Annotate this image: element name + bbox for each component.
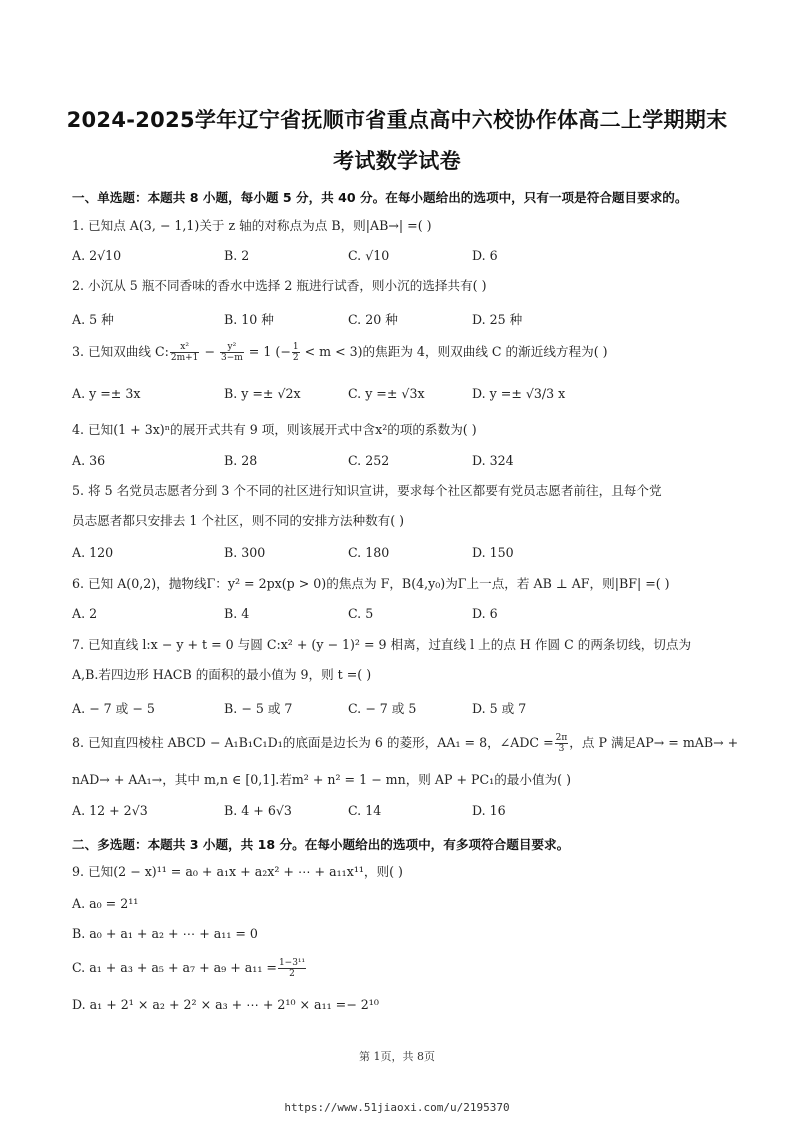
q2-option-a: A. 5 种 bbox=[72, 312, 114, 327]
q3-stem-pre: 3. 已知双曲线 C: bbox=[72, 344, 169, 359]
q3-fraction-half bbox=[292, 342, 300, 363]
question-3-stem bbox=[72, 342, 740, 363]
question-7-stem-line1: 7. 已知直线 l:x − y + t = 0 与圆 C:x² + (y − 1)² = 9 相离，过直线 l 上的点 H 作圆 C 的两条切线，切点为 bbox=[72, 637, 692, 652]
q5-option-c: C. 180 bbox=[348, 545, 390, 560]
q3-option-a: A. y =± 3x bbox=[72, 386, 141, 401]
q7-option-d: D. 5 或 7 bbox=[472, 701, 527, 716]
q2-option-b: B. 10 种 bbox=[224, 312, 274, 327]
q3-stem-mid2: = 1 (− bbox=[244, 344, 291, 359]
q7-option-c: C. − 7 或 5 bbox=[348, 701, 417, 716]
q3-fraction-y bbox=[220, 342, 244, 363]
q8-fraction-angle bbox=[555, 733, 569, 754]
q8-option-d: D. 16 bbox=[472, 803, 506, 818]
question-8-stem-line2: nAD→ + AA₁→，其中 m,n ∈ [0,1].若m² + n² = 1 − mn，则 AP + PC₁的最小值为( ) bbox=[72, 772, 571, 787]
q9c-frac-den: 2 bbox=[289, 969, 295, 979]
question-2-stem: 2. 小沉从 5 瓶不同香味的香水中选择 2 瓶进行试香，则小沉的选择共有( ) bbox=[72, 278, 487, 293]
q2-option-c: C. 20 种 bbox=[348, 312, 398, 327]
section-heading-single-choice: 一、单选题：本题共 8 小题，每小题 5 分，共 40 分。在每小题给出的选项中，只有一项是符合题目要求的。 bbox=[72, 190, 688, 205]
question-4-stem: 4. 已知(1 + 3x)ⁿ的展开式共有 9 项，则该展开式中含x²的项的系数为( ) bbox=[72, 422, 477, 437]
q3-stem-post: < m < 3)的焦距为 4，则双曲线 C 的渐近线方程为( ) bbox=[300, 344, 608, 359]
q9-option-d: D. a₁ + 2¹ × a₂ + 2² × a₃ + ⋯ + 2¹⁰ × a₁₁ =− 2¹⁰ bbox=[72, 997, 379, 1012]
question-6-stem: 6. 已知 A(0,2)，抛物线Γ：y² = 2px(p > 0)的焦点为 F，B(4,y₀)为Γ上一点，若 AB ⊥ AF，则|BF| =( ) bbox=[72, 576, 670, 591]
q9-option-b: B. a₀ + a₁ + a₂ + ⋯ + a₁₁ = 0 bbox=[72, 926, 258, 941]
question-5-stem-line2: 员志愿者都只安排去 1 个社区，则不同的安排方法种数有( ) bbox=[72, 513, 405, 528]
q3-fraction-x bbox=[170, 342, 200, 363]
q3-frac2-num: y² bbox=[220, 342, 244, 353]
q6-option-a: A. 2 bbox=[72, 606, 98, 621]
q9-option-c-fraction bbox=[278, 958, 306, 979]
question-9-stem: 9. 已知(2 − x)¹¹ = a₀ + a₁x + a₂x² + ⋯ + a₁₁x¹¹，则( ) bbox=[72, 864, 403, 879]
q9c-frac-num: 1−3¹¹ bbox=[278, 958, 306, 968]
q8-option-c: C. 14 bbox=[348, 803, 382, 818]
q3-frac1-num: x² bbox=[170, 342, 200, 353]
q5-option-a: A. 120 bbox=[72, 545, 114, 560]
q3-option-c: C. y =± √3x bbox=[348, 386, 425, 401]
q1-option-b: B. 2 bbox=[224, 248, 250, 263]
q8-stem-pre: 8. 已知直四棱柱 ABCD − A₁B₁C₁D₁的底面是边长为 6 的菱形，AA₁ = 8，∠ADC = bbox=[72, 735, 554, 750]
q1-option-d: D. 6 bbox=[472, 248, 498, 263]
q8-frac-num: 2π bbox=[555, 733, 568, 743]
q5-option-d: D. 150 bbox=[472, 545, 514, 560]
watermark-url[interactable]: https://www.51jiaoxi.com/u/2195370 bbox=[284, 1101, 510, 1114]
question-1-stem: 1. 已知点 A(3, − 1,1)关于 z 轴的对称点为点 B，则|AB→| =( ) bbox=[72, 218, 432, 233]
q3-frac2-den: 3−m bbox=[220, 353, 243, 363]
q4-option-b: B. 28 bbox=[224, 453, 258, 468]
q3-frac1-den: 2m+1 bbox=[170, 353, 199, 363]
q6-option-b: B. 4 bbox=[224, 606, 250, 621]
page-number-footer: 第 1页，共 8页 bbox=[359, 1050, 435, 1063]
q5-option-b: B. 300 bbox=[224, 545, 266, 560]
section-heading-multi-choice: 二、多选题：本题共 3 小题，共 18 分。在每小题给出的选项中，有多项符合题目要求。 bbox=[72, 837, 570, 852]
q4-option-c: C. 252 bbox=[348, 453, 390, 468]
question-8-stem-line1 bbox=[72, 733, 740, 754]
q4-option-a: A. 36 bbox=[72, 453, 106, 468]
q3-option-d: D. y =± √3/3 x bbox=[472, 386, 566, 401]
q1-option-a: A. 2√10 bbox=[72, 248, 122, 263]
q8-frac-den: 3 bbox=[558, 744, 565, 754]
q4-option-d: D. 324 bbox=[472, 453, 514, 468]
question-7-stem-line2: A,B.若四边形 HACB 的面积的最小值为 9，则 t =( ) bbox=[72, 667, 372, 682]
q7-option-b: B. − 5 或 7 bbox=[224, 701, 293, 716]
q3-frac3-num: 1 bbox=[292, 342, 299, 352]
q3-frac3-den: 2 bbox=[292, 353, 299, 363]
q3-stem-mid1: − bbox=[200, 344, 219, 359]
q9-option-c bbox=[72, 958, 307, 979]
q9-option-a: A. a₀ = 2¹¹ bbox=[72, 896, 139, 911]
exam-title-line2: 考试数学试卷 bbox=[333, 149, 461, 173]
q8-option-a: A. 12 + 2√3 bbox=[72, 803, 148, 818]
q8-stem-post: ，点 P 满足AP→ = mAB→ + bbox=[569, 735, 739, 750]
question-5-stem-line1: 5. 将 5 名党员志愿者分到 3 个不同的社区进行知识宣讲，要求每个社区都要有党员志愿者前往，且每个党 bbox=[72, 483, 662, 498]
q2-option-d: D. 25 种 bbox=[472, 312, 523, 327]
q6-option-c: C. 5 bbox=[348, 606, 374, 621]
q9-option-c-pre: C. a₁ + a₃ + a₅ + a₇ + a₉ + a₁₁ = bbox=[72, 960, 277, 975]
q6-option-d: D. 6 bbox=[472, 606, 498, 621]
q8-option-b: B. 4 + 6√3 bbox=[224, 803, 292, 818]
q7-option-a: A. − 7 或 − 5 bbox=[72, 701, 155, 716]
q1-option-c: C. √10 bbox=[348, 248, 390, 263]
exam-title-line1: 2024-2025学年辽宁省抚顺市省重点高中六校协作体高二上学期期末 bbox=[66, 108, 728, 132]
q3-option-b: B. y =± √2x bbox=[224, 386, 301, 401]
